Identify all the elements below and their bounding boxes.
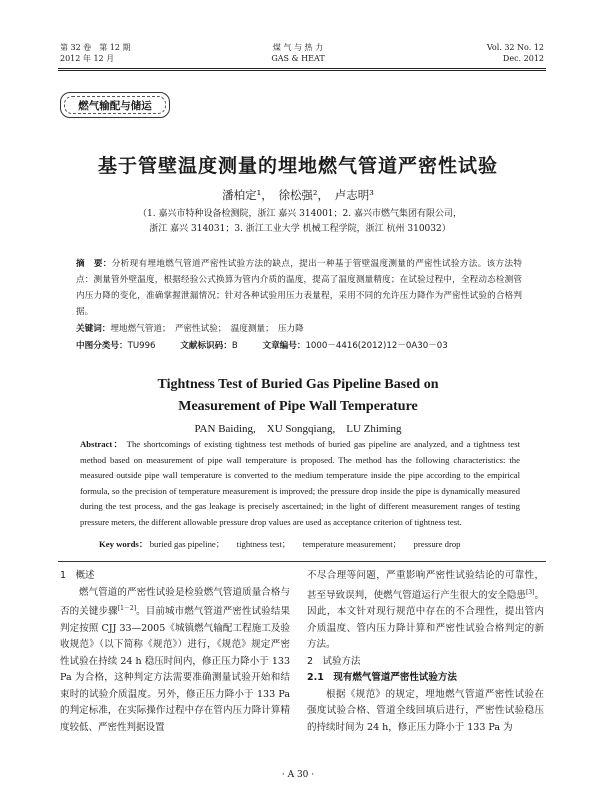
affiliation-line: 浙江 嘉兴 314031；3. 浙江工业大学 机械工程学院，浙江 杭州 310032） (149, 224, 451, 234)
article-number-label: 文章编号： (262, 341, 306, 351)
body-paragraph (60, 585, 290, 737)
keyword-en: tightness test； (236, 539, 291, 549)
volume-issue-en: Vol. 32 No. 12 (486, 43, 544, 52)
abstract-en (80, 437, 520, 531)
authors-cn: 潘柏定¹， 徐松强²， 卢志明³ (222, 188, 374, 202)
affiliation-line: （1. 嘉兴市特种设备检测院，浙江 嘉兴 314001；2. 嘉兴市燃气集团有限公司， (138, 209, 462, 219)
body-text: 燃气管道的严密性试验是检验燃气管道质量合格与否的关键步骤 (60, 586, 290, 618)
keyword-en: buried gas pipeline； (149, 539, 225, 549)
keywords-cn-label: 关键词： (76, 324, 111, 334)
keywords-en (99, 538, 519, 550)
citation: [3] (525, 588, 535, 596)
title-en-line: Tightness Test of Buried Gas Pipeline Based on (157, 377, 439, 392)
abstract-cn (76, 256, 522, 320)
header-rule-thin (58, 70, 546, 71)
title-en-line: Measurement of Pipe Wall Temperature (178, 399, 418, 414)
date-en: Dec. 2012 (502, 54, 544, 63)
body-column-left (60, 568, 290, 736)
subsection-heading-2-1: 2.1 现有燃气管道严密性试验方法 (307, 672, 457, 684)
body-paragraph: 根据《规范》的规定，埋地燃气管道严密性试验在强度试验合格、管道全线回填后进行，严密性试验稳压的持续时间为 24 h，修正压力降小于 133 Pa 为 (307, 688, 544, 733)
citation: [1－2] (117, 605, 137, 612)
title-en (0, 374, 596, 418)
keywords-en-label: Key words： (99, 539, 148, 549)
clc-label: 中图分类号： (76, 341, 128, 351)
body-text: 。目前城市燃气管道严密性试验结果判定按照 CJJ 33—2005《城镇燃气输配工程施工及验收规范》（以下简称《规范》）进行，《规范》规定严密性试验在持续 24 h 稳压时间内，修正压力降小于 133 Pa 为合格，这种判定方法需要准确测量试验开始和结束时的试验介质温度。另外，修正压力降小于 133 Pa 的判定标准，在实际操作过程中存在管内压力降计算精度较低、严密性判据设置 (60, 606, 290, 733)
abstract-en-label: Abstract： (80, 439, 124, 449)
body-text: 。因此，本文针对现行规范中存在的不合理性，提出管内介质温度、管内压力降计算和严密性试验合格判定的新方法。 (307, 589, 544, 651)
section-heading-1: 1 概述 (60, 570, 95, 581)
keywords-cn-text: 埋地燃气管道； 严密性试验； 温度测量； 压力降 (110, 324, 304, 334)
article-number: 1000－4416(2012)12－0A30－03 (305, 341, 448, 351)
section-badge-label: 燃气输配与储运 (78, 99, 152, 112)
doc-code-label: 文献标识码： (180, 341, 232, 351)
abstract-cn-text: 分析现有埋地燃气管道严密性试验方法的缺点，提出一种基于管壁温度测量的严密性试验方法。该方法特点：测量管外壁温度，根据经验公式换算为管内介质的温度，提高了温度测量精度；在试验过程中，全程动态检测管内压力降的变化，准确掌握泄漏情况；针对各种试验用压力表量程，采用不同的允许压力降作为严密性试验的合格判据。 (76, 259, 522, 317)
journal-name-cn: 煤 气 与 热 力 (272, 43, 324, 52)
header-rule (58, 68, 546, 69)
volume-issue-cn: 第 32 卷 第 12 期 (60, 43, 131, 52)
body-paragraph (307, 568, 544, 654)
date-cn: 2012 年 12 月 (60, 54, 115, 63)
authors-en: PAN Baiding, XU Songqiang, LU Zhiming (194, 423, 402, 435)
clc-code: TU996 (127, 341, 156, 351)
abstract-en-text: The shortcomings of existing tightness test methods of buried gas pipeline are analyzed, and a tightness test method based on measurement of pipe wall temperature is proposed. The method has the following characteristics: the measured outside pipe wall temperature is converted to the medium temperature inside the pipe according to the empirical formula, so the precision of temperature measurement is improved; the pressure drop inside the pipe is dynamically measured during the test process, and the gas leakage is precisely ascertained; in the light of different measurement ranges of testing pressure meters, the different allowable pressure drop values are used as acceptance criterion of tightness test. (80, 439, 521, 527)
affiliations-cn (100, 207, 500, 237)
body-text: 不尽合理等问题，严重影响严密性试验结论的可靠性，甚至导致误判，使燃气管道运行产生很大的安全隐患 (307, 570, 544, 601)
section-badge (60, 92, 170, 118)
keyword-en: temperature measurement； (302, 539, 402, 549)
keyword-en: pressure drop (413, 539, 461, 549)
header-right (487, 42, 544, 64)
section-heading-2: 2 试验方法 (307, 655, 361, 667)
doc-code: B (231, 341, 238, 351)
journal-name-en: GAS & HEAT (271, 54, 325, 63)
title-cn: 基于管壁温度测量的埋地燃气管道严密性试验 (97, 155, 498, 177)
keywords-cn (76, 322, 522, 336)
page-number: · A 30 · (281, 770, 315, 780)
classification-line (76, 339, 522, 353)
body-column-right (307, 568, 544, 736)
abstract-cn-label: 摘 要： (76, 259, 112, 269)
abstract-rule (58, 561, 546, 562)
